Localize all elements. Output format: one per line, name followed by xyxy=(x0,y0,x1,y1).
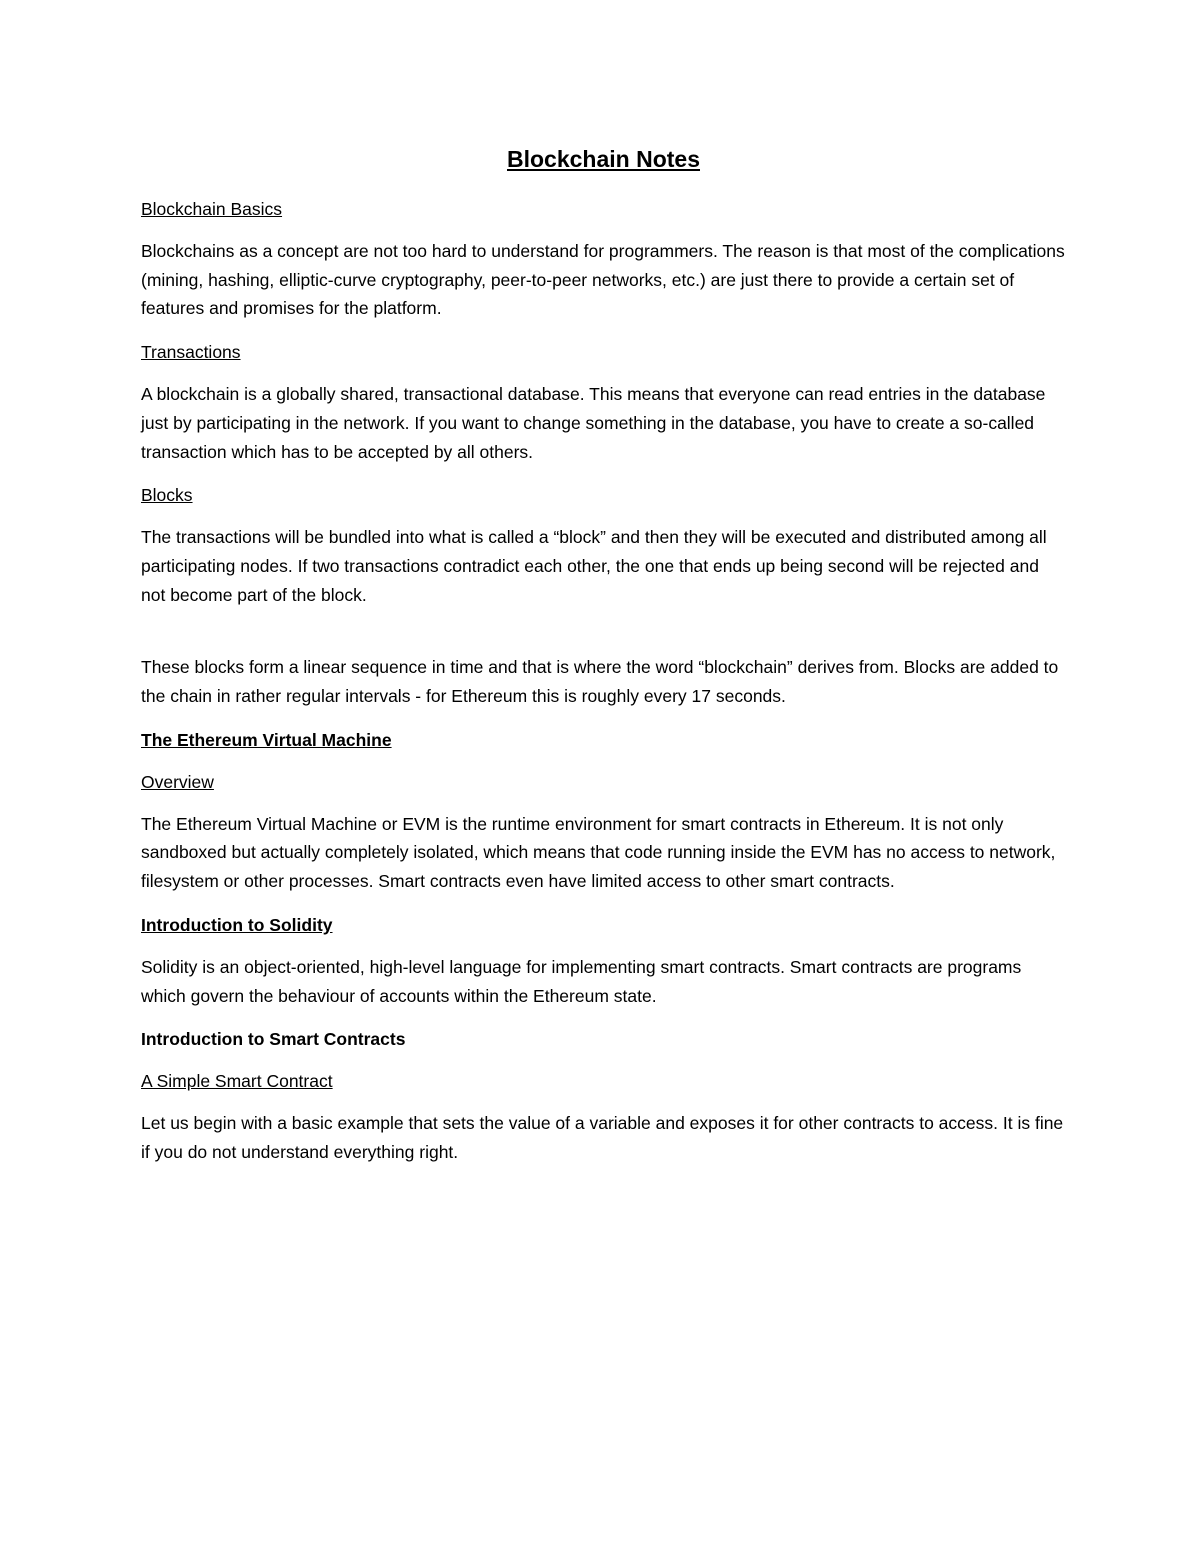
heading-overview: Overview xyxy=(141,771,214,792)
paragraph-transactions: A blockchain is a globally shared, transactional database. This means that everyone can read entries in the database just by participating in the network. If you want to change something in the database, you have to create a so-called transaction which has to be accepted by all others. xyxy=(141,384,1046,462)
heading-transactions: Transactions xyxy=(141,342,241,363)
document-body xyxy=(141,143,1066,1182)
heading-simple-smart-contract: A Simple Smart Contract xyxy=(141,1071,333,1092)
heading-ethereum-virtual-machine: The Ethereum Virtual Machine xyxy=(141,729,392,750)
paragraph-blockchain-basics: Blockchains as a concept are not too hard to understand for programmers. The reason is that most of the complications (mining, hashing, elliptic-curve cryptography, peer-to-peer networks, etc.) are just there to provide a certain set of features and promises for the platform. xyxy=(141,241,1065,319)
paragraph-blocks-sequence: These blocks form a linear sequence in time and that is where the word “blockchain” derives from. Blocks are added to the chain in rather regular intervals - for Ethereum this is roughly every 17 seconds. xyxy=(141,657,1059,707)
paragraph-overview: The Ethereum Virtual Machine or EVM is the runtime environment for smart contracts in Ethereum. It is not only sandboxed but actually completely isolated, which means that code running inside the EVM has no access to network, filesystem or other processes. Smart contracts even have limited access to other smart contracts. xyxy=(141,813,1056,892)
heading-introduction-to-smart-contracts: Introduction to Smart Contracts xyxy=(141,1029,406,1050)
blank-line xyxy=(141,624,1066,653)
paragraph-solidity: Solidity is an object-oriented, high-level language for implementing smart contracts. Smart contracts are programs which govern the behaviour of accounts within the Ethereum state. xyxy=(141,956,1022,1006)
heading-blockchain-basics: Blockchain Basics xyxy=(141,199,283,219)
paragraph-simple-smart-contract: Let us begin with a basic example that sets the value of a variable and exposes it for other contracts to access. It is fine if you do not understand everything right. xyxy=(141,1113,1064,1162)
paragraph-blocks: The transactions will be bundled into what is called a “block” and then they will be executed and distributed among all participating nodes. If two transactions contradict each other, the one that ends up being second will be rejected and not become part of the block. xyxy=(141,527,1047,605)
heading-introduction-to-solidity: Introduction to Solidity xyxy=(141,914,333,935)
heading-blocks: Blocks xyxy=(141,485,193,506)
document-title: Blockchain Notes xyxy=(507,146,700,172)
